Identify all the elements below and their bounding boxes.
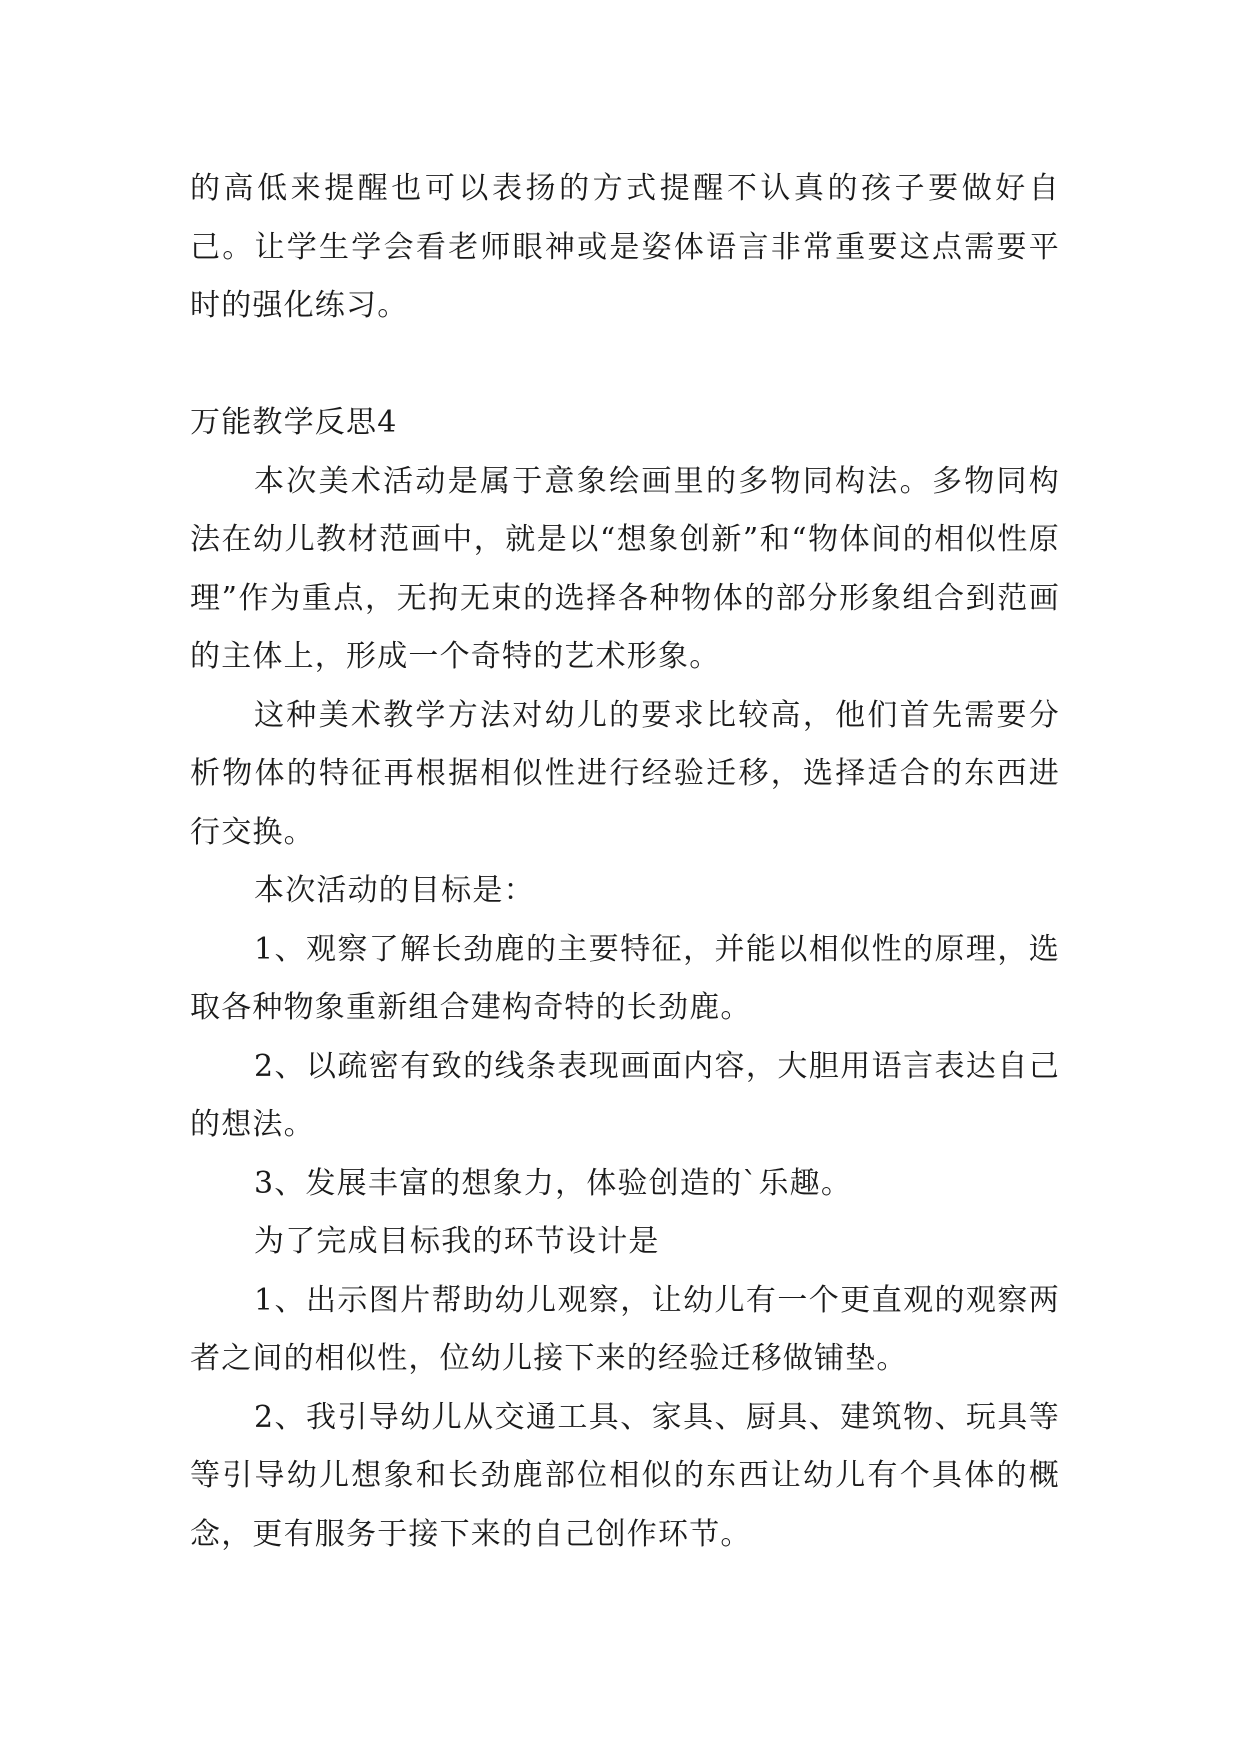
paragraph: 为了完成目标我的环节设计是 <box>254 1224 660 1259</box>
list-item-design-2: 2、我引导幼儿从交通工具、家具、厨具、建筑物、玩具等等引导幼儿想象和长劲鹿部位相似的东西让幼儿有个具体的概念，更有服务于接下来的自己创作环节。 <box>190 1399 1060 1552</box>
list-item-goal-1: 1、观察了解长劲鹿的主要特征，并能以相似性的原理，选取各种物象重新组合建构奇特的长劲鹿。 <box>190 931 1060 1025</box>
paragraph: 这种美术教学方法对幼儿的要求比较高，他们首先需要分析物体的特征再根据相似性进行经验迁移，选择适合的东西进行交换。 <box>190 697 1060 850</box>
paragraph: 本次美术活动是属于意象绘画里的多物同构法。多物同构法在幼儿教材范画中，就是以“想象创新”和“物体间的相似性原理”作为重点，无拘无束的选择各种物体的部分形象组合到范画的主体上，形成一个奇特的艺术形象。 <box>190 463 1060 674</box>
paragraph-continuation: 的高低来提醒也可以表扬的方式提醒不认真的孩子要做好自己。让学生学会看老师眼神或是姿体语言非常重要这点需要平时的强化练习。 <box>190 171 1060 323</box>
document-body <box>190 160 1060 1564</box>
list-item-design-1: 1、出示图片帮助幼儿观察，让幼儿有一个更直观的观察两者之间的相似性，位幼儿接下来的经验迁移做铺垫。 <box>190 1282 1060 1376</box>
paragraph-gap <box>190 336 1060 395</box>
section-heading: 万能教学反思4 <box>190 405 398 440</box>
paragraph: 本次活动的目标是： <box>254 873 535 908</box>
list-item-goal-2: 2、以疏密有致的线条表现画面内容，大胆用语言表达自己的想法。 <box>190 1048 1060 1142</box>
list-item-goal-3: 3、发展丰富的想象力，体验创造的`乐趣。 <box>254 1165 853 1201</box>
